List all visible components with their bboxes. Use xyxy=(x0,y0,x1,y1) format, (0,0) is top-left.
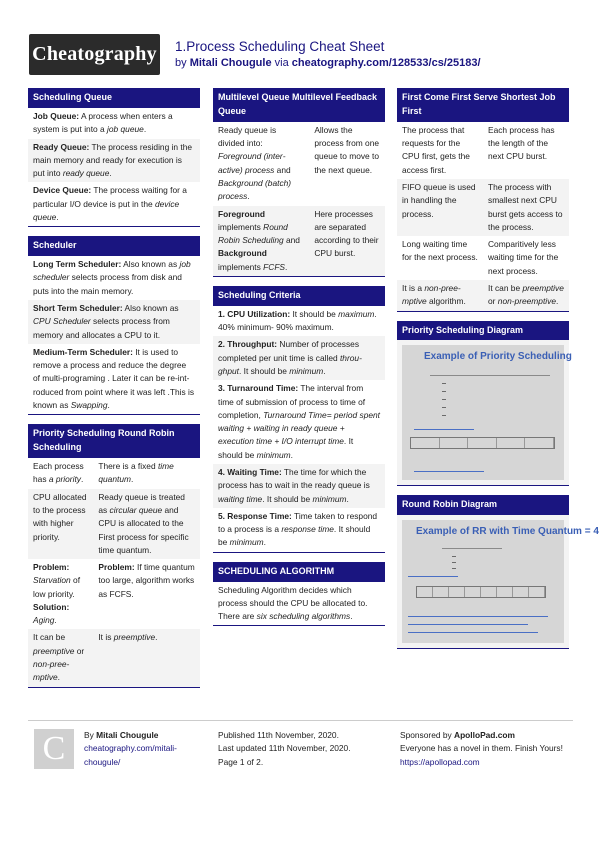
priority-rr-card xyxy=(28,424,200,687)
column-2 xyxy=(213,88,385,635)
sponsor-link[interactable]: https://apollopad.com xyxy=(400,756,480,767)
column-1 xyxy=(28,88,200,697)
term-end: . xyxy=(290,449,293,460)
cell-right xyxy=(93,561,200,627)
cell-em: circular queue xyxy=(109,504,163,515)
cell-em: non-preemptive xyxy=(497,296,556,307)
table-row xyxy=(28,489,200,559)
cell-end: . xyxy=(57,672,60,683)
caption-line xyxy=(408,616,548,617)
cell-left: Long waiting time for the next process. xyxy=(402,239,478,263)
term-text: Time taken to respond to a process is a xyxy=(218,510,378,535)
caption-line xyxy=(414,471,484,472)
term-em: device queue xyxy=(33,198,180,222)
table-row xyxy=(397,280,569,311)
cell-end: . xyxy=(285,261,288,272)
term-label: 1. CPU Utilization: xyxy=(218,308,291,319)
term-text: It is used to remove a process and reduce the degree of multi-programing . Later it can be re-introduced from point where it was left .This is known as xyxy=(33,346,195,410)
page-header xyxy=(0,0,600,80)
cell-em: time quantum xyxy=(98,461,174,485)
cell-right: Each process has the length of the next CPU burst. xyxy=(488,124,555,162)
sponsor-name[interactable]: ApolloPad.com xyxy=(454,730,515,740)
term-end: . xyxy=(107,399,110,410)
cell-right: The process with smallest next CPU burst gets access to the process. xyxy=(488,182,563,232)
card-row xyxy=(28,108,200,139)
cell-text: Each process has xyxy=(33,461,84,485)
cell-text: and xyxy=(283,235,300,246)
term-em: throughput xyxy=(218,352,362,377)
term-text: The time for which the process has to wait in the ready queue is xyxy=(218,467,370,491)
cell-end: . xyxy=(155,632,158,643)
table-mark xyxy=(442,391,446,392)
cell-end: . xyxy=(247,191,250,202)
cheatography-logo[interactable]: Cheatography xyxy=(29,34,160,75)
term-text: Number of processes completed per unit time is called xyxy=(218,339,360,363)
cell-label: Problem: xyxy=(33,562,70,573)
term-em: job queue xyxy=(107,124,144,135)
sponsor-line xyxy=(400,729,570,742)
priority-diagram-card xyxy=(397,321,572,487)
term-em: job scheduler xyxy=(33,259,191,283)
card-heading: Priority Scheduling Diagram xyxy=(397,321,569,341)
card-row xyxy=(28,139,200,183)
term-text: Also known as xyxy=(121,259,180,270)
table-mark xyxy=(442,407,446,408)
cell-em: preemptive xyxy=(113,632,156,643)
caption-line xyxy=(408,576,458,577)
cell-text: of low priority. xyxy=(33,575,81,599)
page-number: Page 1 of 2. xyxy=(218,756,264,767)
cell-left xyxy=(28,460,93,487)
cell-text: or xyxy=(488,296,498,307)
cell-right xyxy=(93,631,200,684)
card-row xyxy=(213,306,385,337)
cell-end: . xyxy=(54,615,57,626)
card-heading: Round Robin Diagram xyxy=(397,495,569,515)
slide-photo xyxy=(402,345,572,480)
term-text: The process residing in the main memory and ready for execution is put into xyxy=(33,141,193,179)
term-label: Long Term Scheduler: xyxy=(33,259,122,270)
cell-left xyxy=(28,631,93,684)
footer-by-line xyxy=(84,729,204,742)
table-row xyxy=(397,122,569,179)
term-end: . xyxy=(323,366,326,377)
footer-author-name: Mitali Chougule xyxy=(96,730,159,740)
cell-end: algorithm. xyxy=(426,296,466,307)
term-text: . It should be xyxy=(238,366,290,377)
table-mark xyxy=(442,415,446,416)
card-row xyxy=(213,464,385,508)
table-header-line xyxy=(442,548,502,549)
card-row xyxy=(213,380,385,464)
term-end: selects process from memory and allocates a CPU to it. xyxy=(33,316,170,340)
cell-em: preemptive xyxy=(522,282,564,293)
column-3 xyxy=(397,88,599,658)
cell-text: It is xyxy=(98,632,114,643)
table-mark xyxy=(452,568,456,569)
cell-end: . xyxy=(130,474,134,485)
cell-right: Here processes are separated according to their CPU burst. xyxy=(314,208,379,259)
card-row xyxy=(28,256,200,300)
caption-line xyxy=(408,632,538,633)
term-em: maximum xyxy=(338,308,375,319)
card-row xyxy=(28,300,200,344)
term-end: selects process from disk and puts into the main memory. xyxy=(33,272,182,296)
term-em: minimum xyxy=(289,366,324,377)
term-em: Swapping xyxy=(70,399,108,410)
fcfs-sjf-card xyxy=(397,88,569,312)
term-em: CPU Scheduler xyxy=(33,316,91,327)
term-em: response time xyxy=(281,524,334,535)
table-row xyxy=(397,179,569,236)
table-mark xyxy=(452,556,456,557)
author-link[interactable]: Mitali Chougule xyxy=(189,57,272,69)
term-text: The interval from time of submission of process to time of completion, xyxy=(218,383,366,420)
term-label: Ready Queue: xyxy=(33,141,90,152)
cell-text: implements xyxy=(218,261,264,272)
cell-em: a priority xyxy=(48,474,81,485)
term-end: . xyxy=(350,611,353,622)
card-heading: Scheduler xyxy=(28,236,200,256)
term-end: . xyxy=(56,211,59,222)
cell-em: Foreground (interactive) process xyxy=(218,151,286,175)
table-row xyxy=(397,236,569,280)
term-em: minimum xyxy=(312,493,347,504)
term-end: . xyxy=(143,124,147,135)
card-row xyxy=(213,508,385,552)
term-label: 3. Turnaround Time: xyxy=(218,383,299,394)
cell-text: It can be xyxy=(488,282,523,293)
published-date: Published 11th November, 2020. xyxy=(218,730,339,740)
slide-title: Example of RR with Time Quantum = 4 xyxy=(416,526,599,538)
cell-text: and xyxy=(274,164,291,175)
byline-via: via xyxy=(271,57,292,69)
term-text: . It should be xyxy=(218,524,371,548)
table-row xyxy=(28,629,200,686)
cell-text: There is a fixed xyxy=(98,461,158,472)
table-row xyxy=(28,559,200,629)
cell-label: Background xyxy=(218,248,267,259)
cell-left xyxy=(213,124,309,204)
footer-dates xyxy=(218,729,388,769)
card-heading: Priority Scheduling Round Robin Scheduling xyxy=(28,424,200,458)
card-row xyxy=(213,336,385,380)
cell-end: . xyxy=(555,296,559,307)
term-label: 4. Waiting Time: xyxy=(218,467,282,477)
cell-em: Aging xyxy=(33,615,55,626)
card-heading: Scheduling Queue xyxy=(28,88,200,108)
caption-line xyxy=(408,624,528,625)
cell-left xyxy=(397,282,483,309)
scheduling-queue-card xyxy=(28,88,200,227)
cell-text: It can be xyxy=(33,632,66,643)
cell-end: and CPU is allocated to the First process for specific time quantum. xyxy=(98,504,189,555)
cell-label: Problem: xyxy=(98,562,135,573)
cell-left: The process that requests for the CPU first, gets the access first. xyxy=(402,124,470,175)
cell-em: non-preemptive xyxy=(33,659,70,683)
sponsor-prefix: Sponsored by xyxy=(400,730,455,740)
cell-em: preemptive xyxy=(33,645,75,656)
cell-right xyxy=(93,460,200,487)
page-title: 1.Process Scheduling Cheat Sheet xyxy=(175,39,385,54)
table-row xyxy=(213,206,385,276)
term-em: minimum xyxy=(229,537,264,548)
footer-by: By xyxy=(84,730,97,740)
priority-diagram-image xyxy=(397,340,572,485)
cell-right xyxy=(93,491,200,557)
cell-text: implements xyxy=(218,221,264,232)
sponsor-tagline: Everyone has a novel in them. Finish Yours! xyxy=(400,743,563,754)
term-text: Scheduling Algorithm decides which process should the CPU be allocated to. There are xyxy=(218,584,368,622)
table-mark xyxy=(442,383,446,384)
term-label: 5. Response Time: xyxy=(218,510,292,521)
term-text: It should be xyxy=(290,308,339,319)
card-row xyxy=(28,344,200,414)
scheduling-criteria-card xyxy=(213,286,385,553)
term-end: . 40% minimum- 90% maximum. xyxy=(218,308,377,333)
term-end: . xyxy=(346,493,349,504)
footer-author-text xyxy=(84,729,204,769)
cell-text: Ready queue is treated as xyxy=(98,491,185,515)
term-label: Device Queue: xyxy=(33,185,92,196)
cell-left: CPU allocated to the process with higher priority. xyxy=(33,491,87,542)
cell-right: Comparitively less waiting time for the next process. xyxy=(488,239,559,276)
updated-date: Last updated 11th November, 2020. xyxy=(218,743,351,754)
card-row xyxy=(213,582,385,626)
term-text: . It should be xyxy=(262,493,313,504)
table-mark xyxy=(452,562,456,563)
cell-label: Solution: xyxy=(33,601,70,612)
term-em: minimum xyxy=(256,449,291,460)
table-header-line xyxy=(430,375,550,376)
card-row xyxy=(28,182,200,226)
term-text: . It should be xyxy=(218,436,354,460)
sheet-url-link[interactable]: cheatography.com/128533/cs/25183/ xyxy=(291,57,481,69)
footer-sponsor xyxy=(400,729,570,769)
term-label: 2. Throughput: xyxy=(218,339,278,350)
cell-left xyxy=(28,561,93,627)
cell-end: . xyxy=(80,474,84,485)
slide-title: Example of Priority Scheduling xyxy=(424,351,572,363)
cell-right: Allows the process from one queue to move to the next queue. xyxy=(314,124,380,175)
table-row xyxy=(28,458,200,489)
table-mark xyxy=(442,399,446,400)
gantt-chart xyxy=(410,437,555,449)
gantt-chart xyxy=(416,586,546,598)
cell-em: Round Robin Scheduling xyxy=(218,221,288,246)
term-em: ready queue xyxy=(62,168,110,179)
caption-line xyxy=(414,429,474,430)
term-text: Also known as xyxy=(122,302,179,313)
byline xyxy=(175,55,481,72)
multilevel-queue-card xyxy=(213,88,385,277)
cell-text: Ready queue is divided into: xyxy=(218,124,277,149)
slide-photo xyxy=(402,520,599,643)
cell-left xyxy=(213,208,309,274)
cell-em: non-preemptive xyxy=(402,282,461,307)
author-profile-link[interactable]: cheatography.com/mitali-chougule/ xyxy=(84,743,177,767)
round-robin-diagram-image xyxy=(397,515,599,648)
card-heading: First Come First Serve Shortest Job First xyxy=(397,88,569,122)
term-em: six scheduling algorithms xyxy=(256,611,351,622)
cell-text: or xyxy=(74,645,85,656)
cell-em: Starvation xyxy=(33,575,71,586)
cell-text: If time quantum too large, algorithm works as FCFS. xyxy=(98,562,195,599)
term-em: waiting time xyxy=(218,493,263,504)
page-footer xyxy=(28,720,573,780)
term-em: Turnaround Time= period spent waiting + waiting in ready queue + execution time + I/O interrupt time xyxy=(218,409,381,447)
cell-right xyxy=(483,282,569,309)
cell-em: FCFS xyxy=(263,261,286,272)
cell-em: Background (batch) process xyxy=(218,178,292,202)
term-label: Short Term Scheduler: xyxy=(33,302,123,313)
card-heading: SCHEDULING ALGORITHM xyxy=(213,562,385,582)
round-robin-diagram-card xyxy=(397,495,599,649)
term-end: . xyxy=(263,537,266,548)
cell-text: It is a xyxy=(402,282,425,293)
cell-label: Foreground xyxy=(218,208,265,219)
table-row xyxy=(213,122,385,206)
card-heading: Scheduling Criteria xyxy=(213,286,385,306)
term-text: A process when enters a system is put into a xyxy=(33,110,173,135)
avatar: C xyxy=(34,729,74,769)
term-label: Medium-Term Scheduler: xyxy=(33,346,133,357)
term-text: The process waiting for a particular I/O device is put in the xyxy=(33,185,187,209)
cell-left: FIFO queue is used in handling the process. xyxy=(402,182,476,219)
scheduler-card xyxy=(28,236,200,415)
term-label: Job Queue: xyxy=(33,110,80,121)
card-heading: Multilevel Queue Multilevel Feedback Queue xyxy=(213,88,385,122)
scheduling-algorithm-card xyxy=(213,562,385,627)
term-end: . xyxy=(109,168,112,179)
byline-prefix: by xyxy=(175,57,190,69)
